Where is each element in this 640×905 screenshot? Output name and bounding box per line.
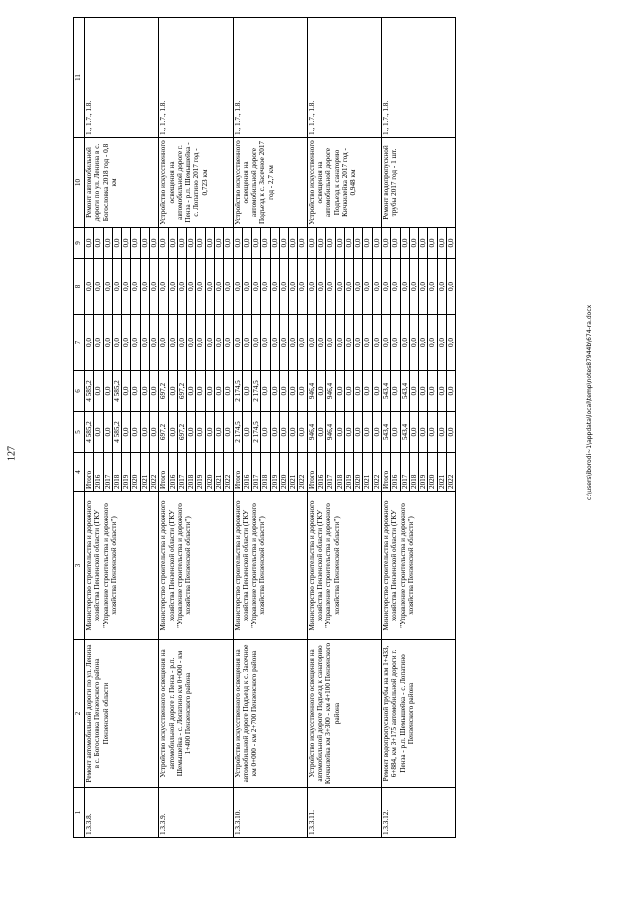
value-cell: 0,0 xyxy=(289,228,298,259)
value-cell: 0,0 xyxy=(279,371,288,412)
table-body xyxy=(85,18,456,838)
value-cell: 0,0 xyxy=(335,315,344,371)
year-cell: 2020 xyxy=(131,453,140,492)
value-cell: 0,0 xyxy=(168,315,177,371)
value-cell: 0,0 xyxy=(409,412,418,453)
value-cell: 0,0 xyxy=(103,371,112,412)
value-cell: 0,0 xyxy=(177,259,186,315)
value-cell: 0,0 xyxy=(372,228,381,259)
program-table xyxy=(73,17,456,838)
year-cell: 2016 xyxy=(94,453,103,492)
value-cell: 0,0 xyxy=(326,259,335,315)
value-cell: 0,0 xyxy=(270,412,279,453)
header-cell: 4 xyxy=(74,453,85,492)
header-row xyxy=(74,18,85,838)
measure-name: Ремонт водопропускной трубы на км 1+433, 6+884, км 3+175 автомобильной дороги г. Пенза - р.п. Шемышейка - с. Лопатино Пензенского района xyxy=(382,640,456,788)
value-cell: 0,0 xyxy=(419,412,428,453)
value-cell: 0,0 xyxy=(122,371,131,412)
value-cell: 0,0 xyxy=(344,371,353,412)
value-cell: 0,0 xyxy=(270,315,279,371)
year-cell: 2016 xyxy=(317,453,326,492)
value-cell: 0,0 xyxy=(122,259,131,315)
value-cell: 0,0 xyxy=(446,412,455,453)
year-cell: 2021 xyxy=(363,453,372,492)
value-cell: 0,0 xyxy=(122,315,131,371)
year-cell: 2019 xyxy=(419,453,428,492)
value-cell: 0,0 xyxy=(196,412,205,453)
header-cell: 1 xyxy=(74,788,85,838)
value-cell: 0,0 xyxy=(140,315,149,371)
value-cell: 0,0 xyxy=(149,315,158,371)
value-cell: 0,0 xyxy=(382,315,391,371)
value-cell: 0,0 xyxy=(140,412,149,453)
value-cell: 0,0 xyxy=(335,412,344,453)
measure-executor: Министерство строительства и дорожного хозяйства Пензенской области (ГКУ "Управление строительства и дорожного хозяйства Пензенской области") xyxy=(159,492,233,640)
value-cell: 0,0 xyxy=(400,315,409,371)
value-cell: 0,0 xyxy=(419,228,428,259)
year-cell: 2017 xyxy=(400,453,409,492)
value-cell: 0,0 xyxy=(382,228,391,259)
measure-name: Ремонт автомобильной дороги по ул. Ленина в с. Богословка Пензенского района Пензенской области xyxy=(85,640,159,788)
value-cell: 0,0 xyxy=(140,228,149,259)
value-cell: 0,0 xyxy=(344,412,353,453)
value-cell: 0,0 xyxy=(205,412,214,453)
value-cell: 0,0 xyxy=(140,259,149,315)
value-cell: 0,0 xyxy=(196,371,205,412)
year-cell: 2019 xyxy=(196,453,205,492)
year-cell: 2019 xyxy=(270,453,279,492)
value-cell: 0,0 xyxy=(85,259,94,315)
year-cell: 2017 xyxy=(326,453,335,492)
rotated-page xyxy=(73,18,586,838)
year-cell: 2018 xyxy=(409,453,418,492)
value-cell: 0,0 xyxy=(307,259,316,315)
value-cell: 0,0 xyxy=(140,371,149,412)
header-cell: 9 xyxy=(74,228,85,259)
value-cell: 0,0 xyxy=(149,412,158,453)
value-cell: 0,0 xyxy=(214,228,223,259)
value-cell: 0,0 xyxy=(177,228,186,259)
value-cell: 0,0 xyxy=(391,412,400,453)
year-cell: 2016 xyxy=(391,453,400,492)
value-cell: 0,0 xyxy=(446,315,455,371)
value-cell: 0,0 xyxy=(279,228,288,259)
value-cell: 0,0 xyxy=(122,412,131,453)
measure-name: Устройство искусственного освещения на автомобильной дороге Подъезд к с. Засечное км 0+000 - км 2+700 Пензенского района xyxy=(233,640,307,788)
value-cell: 0,0 xyxy=(261,228,270,259)
measure-indicators: 1., 1.7., 1.8. xyxy=(159,18,233,138)
year-cell: Итого xyxy=(307,453,316,492)
value-cell: 0,0 xyxy=(103,228,112,259)
value-cell: 0,0 xyxy=(168,259,177,315)
value-cell: 0,0 xyxy=(233,228,242,259)
value-cell: 0,0 xyxy=(344,315,353,371)
value-cell: 0,0 xyxy=(261,259,270,315)
value-cell: 0,0 xyxy=(187,259,196,315)
value-cell: 0,0 xyxy=(103,259,112,315)
value-cell: 0,0 xyxy=(354,315,363,371)
value-cell: 543,4 xyxy=(382,412,391,453)
value-cell: 0,0 xyxy=(112,315,121,371)
value-cell: 0,0 xyxy=(428,228,437,259)
year-cell: 2022 xyxy=(372,453,381,492)
value-cell: 2 174,5 xyxy=(252,371,261,412)
value-cell: 0,0 xyxy=(94,412,103,453)
value-cell: 0,0 xyxy=(131,371,140,412)
value-cell: 0,0 xyxy=(233,259,242,315)
value-cell: 0,0 xyxy=(298,259,307,315)
year-cell: 2022 xyxy=(149,453,158,492)
value-cell: 0,0 xyxy=(391,259,400,315)
measure-code: 1.3.3.12. xyxy=(382,788,456,838)
value-cell: 0,0 xyxy=(317,371,326,412)
value-cell: 2 174,5 xyxy=(233,412,242,453)
value-cell: 0,0 xyxy=(131,412,140,453)
value-cell: 0,0 xyxy=(279,315,288,371)
value-cell: 0,0 xyxy=(363,259,372,315)
year-cell: 2017 xyxy=(252,453,261,492)
year-cell: 2021 xyxy=(140,453,149,492)
year-cell: 2018 xyxy=(112,453,121,492)
year-cell: 2020 xyxy=(428,453,437,492)
year-cell: 2021 xyxy=(289,453,298,492)
value-cell: 0,0 xyxy=(317,412,326,453)
value-cell: 0,0 xyxy=(224,371,233,412)
value-cell: 0,0 xyxy=(354,228,363,259)
measure-name: Устройство искусственного освещения на автомобильной дороге г. Пенза - р.п. Шемышейка - с. Лопатино км 0+000 - км 1+400 Пензенского района xyxy=(159,640,233,788)
measure-code: 1.3.3.8. xyxy=(85,788,159,838)
year-cell: 2021 xyxy=(437,453,446,492)
value-cell: 0,0 xyxy=(289,412,298,453)
value-cell: 0,0 xyxy=(372,371,381,412)
year-cell: 2022 xyxy=(298,453,307,492)
value-cell: 0,0 xyxy=(428,412,437,453)
value-cell: 0,0 xyxy=(94,228,103,259)
year-cell: 2017 xyxy=(103,453,112,492)
value-cell: 0,0 xyxy=(289,371,298,412)
measure-result: Устройство искусственного освещения на автомобильной дороге Подъезд к с. Засечное 2017 год - 2,7 км xyxy=(233,138,307,228)
value-cell: 0,0 xyxy=(177,315,186,371)
value-cell: 0,0 xyxy=(391,371,400,412)
value-cell: 0,0 xyxy=(419,259,428,315)
value-cell: 0,0 xyxy=(112,228,121,259)
value-cell: 0,0 xyxy=(289,315,298,371)
value-cell: 0,0 xyxy=(149,371,158,412)
table-row xyxy=(85,18,94,838)
header-cell: 8 xyxy=(74,259,85,315)
header-cell: 6 xyxy=(74,371,85,412)
value-cell: 697,2 xyxy=(159,412,168,453)
value-cell: 0,0 xyxy=(187,228,196,259)
value-cell: 0,0 xyxy=(149,259,158,315)
year-cell: 2019 xyxy=(344,453,353,492)
measure-indicators: 1., 1.7., 1.8. xyxy=(382,18,456,138)
value-cell: 0,0 xyxy=(317,315,326,371)
value-cell: 0,0 xyxy=(344,259,353,315)
value-cell: 0,0 xyxy=(168,412,177,453)
value-cell: 0,0 xyxy=(85,315,94,371)
value-cell: 0,0 xyxy=(205,371,214,412)
value-cell: 0,0 xyxy=(279,412,288,453)
value-cell: 0,0 xyxy=(363,228,372,259)
value-cell: 0,0 xyxy=(187,412,196,453)
file-path-footer: c:\users\iborodi~1\appdata\local\temp\notes87944b\674-ra.docx xyxy=(586,304,593,500)
table-row xyxy=(233,18,242,838)
value-cell: 0,0 xyxy=(233,315,242,371)
year-cell: 2020 xyxy=(279,453,288,492)
value-cell: 0,0 xyxy=(261,412,270,453)
value-cell: 0,0 xyxy=(252,259,261,315)
value-cell: 0,0 xyxy=(344,228,353,259)
value-cell: 0,0 xyxy=(205,315,214,371)
year-cell: Итого xyxy=(233,453,242,492)
value-cell: 0,0 xyxy=(437,412,446,453)
value-cell: 0,0 xyxy=(326,228,335,259)
year-cell: 2021 xyxy=(214,453,223,492)
value-cell: 4 585,2 xyxy=(85,412,94,453)
year-cell: 2016 xyxy=(168,453,177,492)
value-cell: 0,0 xyxy=(242,228,251,259)
value-cell: 0,0 xyxy=(354,371,363,412)
value-cell: 0,0 xyxy=(214,371,223,412)
measure-code: 1.3.3.11. xyxy=(307,788,381,838)
value-cell: 0,0 xyxy=(94,259,103,315)
value-cell: 0,0 xyxy=(437,371,446,412)
table-row xyxy=(382,18,391,838)
measure-code: 1.3.3.9. xyxy=(159,788,233,838)
value-cell: 0,0 xyxy=(270,371,279,412)
value-cell: 0,0 xyxy=(94,315,103,371)
value-cell: 0,0 xyxy=(335,371,344,412)
year-cell: 2020 xyxy=(354,453,363,492)
value-cell: 0,0 xyxy=(354,259,363,315)
value-cell: 946,4 xyxy=(326,371,335,412)
year-cell: 2018 xyxy=(261,453,270,492)
value-cell: 0,0 xyxy=(252,315,261,371)
value-cell: 0,0 xyxy=(270,228,279,259)
value-cell: 946,4 xyxy=(326,412,335,453)
table-row xyxy=(159,18,168,838)
measure-executor: Министерство строительства и дорожного хозяйства Пензенской области (ГКУ "Управление строительства и дорожного хозяйства Пензенской области") xyxy=(307,492,381,640)
value-cell: 0,0 xyxy=(437,228,446,259)
value-cell: 0,0 xyxy=(437,315,446,371)
measure-executor: Министерство строительства и дорожного хозяйства Пензенской области (ГКУ "Управление строительства и дорожного хозяйства Пензенской области") xyxy=(85,492,159,640)
measure-executor: Министерство строительства и дорожного хозяйства Пензенской области (ГКУ "Управление строительства и дорожного хозяйства Пензенской области") xyxy=(382,492,456,640)
value-cell: 0,0 xyxy=(289,259,298,315)
value-cell: 2 174,5 xyxy=(233,371,242,412)
year-cell: 2016 xyxy=(242,453,251,492)
page-number: 127 xyxy=(6,446,18,461)
value-cell: 0,0 xyxy=(168,228,177,259)
value-cell: 0,0 xyxy=(363,315,372,371)
value-cell: 0,0 xyxy=(159,228,168,259)
measure-indicators: 1., 1.7., 1.8. xyxy=(307,18,381,138)
value-cell: 0,0 xyxy=(409,315,418,371)
value-cell: 0,0 xyxy=(85,228,94,259)
value-cell: 0,0 xyxy=(382,259,391,315)
header-cell: 11 xyxy=(74,18,85,138)
value-cell: 2 174,5 xyxy=(252,412,261,453)
value-cell: 0,0 xyxy=(279,259,288,315)
value-cell: 0,0 xyxy=(437,259,446,315)
header-cell: 7 xyxy=(74,315,85,371)
value-cell: 0,0 xyxy=(242,412,251,453)
value-cell: 0,0 xyxy=(428,259,437,315)
value-cell: 0,0 xyxy=(224,259,233,315)
measure-indicators: 1., 1.7., 1.8. xyxy=(85,18,159,138)
measure-name: Устройство искусственного освещения на автомобильной дороге Подъезд к санаторию Кичкилейка км 3+300 - км 4+100 Пензенского района xyxy=(307,640,381,788)
year-cell: 2020 xyxy=(205,453,214,492)
value-cell: 0,0 xyxy=(224,228,233,259)
value-cell: 543,4 xyxy=(400,412,409,453)
value-cell: 543,4 xyxy=(400,371,409,412)
value-cell: 0,0 xyxy=(391,315,400,371)
value-cell: 0,0 xyxy=(168,371,177,412)
value-cell: 0,0 xyxy=(224,412,233,453)
value-cell: 0,0 xyxy=(242,259,251,315)
measure-result: Устройство искусственного освещения на автомобильной дороге Подъезд к санаторию Кичкилейка 2017 год - 0,948 км xyxy=(307,138,381,228)
value-cell: 0,0 xyxy=(419,371,428,412)
header-cell: 2 xyxy=(74,640,85,788)
value-cell: 0,0 xyxy=(270,259,279,315)
value-cell: 0,0 xyxy=(307,228,316,259)
value-cell: 0,0 xyxy=(446,228,455,259)
value-cell: 0,0 xyxy=(242,315,251,371)
value-cell: 0,0 xyxy=(298,228,307,259)
value-cell: 0,0 xyxy=(428,315,437,371)
value-cell: 0,0 xyxy=(363,371,372,412)
value-cell: 0,0 xyxy=(409,228,418,259)
value-cell: 4 585,2 xyxy=(85,371,94,412)
value-cell: 0,0 xyxy=(187,315,196,371)
value-cell: 0,0 xyxy=(335,259,344,315)
value-cell: 0,0 xyxy=(446,371,455,412)
value-cell: 0,0 xyxy=(112,259,121,315)
year-cell: Итого xyxy=(85,453,94,492)
year-cell: 2022 xyxy=(446,453,455,492)
value-cell: 0,0 xyxy=(335,228,344,259)
value-cell: 697,2 xyxy=(177,412,186,453)
value-cell: 697,2 xyxy=(177,371,186,412)
value-cell: 0,0 xyxy=(354,412,363,453)
year-cell: 2018 xyxy=(187,453,196,492)
value-cell: 0,0 xyxy=(317,259,326,315)
year-cell: 2019 xyxy=(122,453,131,492)
value-cell: 0,0 xyxy=(317,228,326,259)
value-cell: 0,0 xyxy=(196,228,205,259)
value-cell: 0,0 xyxy=(372,412,381,453)
value-cell: 0,0 xyxy=(446,259,455,315)
value-cell: 0,0 xyxy=(400,228,409,259)
value-cell: 0,0 xyxy=(298,371,307,412)
value-cell: 946,4 xyxy=(307,371,316,412)
value-cell: 0,0 xyxy=(103,315,112,371)
value-cell: 0,0 xyxy=(298,315,307,371)
value-cell: 0,0 xyxy=(372,259,381,315)
year-cell: Итого xyxy=(159,453,168,492)
header-cell: 3 xyxy=(74,492,85,640)
measure-result: Ремонт водопропускной трубы 2017 год - 1 шт. xyxy=(382,138,456,228)
value-cell: 4 585,2 xyxy=(112,371,121,412)
value-cell: 0,0 xyxy=(131,315,140,371)
value-cell: 0,0 xyxy=(159,259,168,315)
value-cell: 0,0 xyxy=(242,371,251,412)
year-cell: Итого xyxy=(382,453,391,492)
value-cell: 0,0 xyxy=(400,259,409,315)
value-cell: 0,0 xyxy=(224,315,233,371)
measure-result: Ремонт автомобильной дороги по ул. Ленина в с. Богословка 2018 год - 0,8 км xyxy=(85,138,159,228)
value-cell: 0,0 xyxy=(372,315,381,371)
value-cell: 0,0 xyxy=(214,412,223,453)
value-cell: 0,0 xyxy=(363,412,372,453)
value-cell: 0,0 xyxy=(261,315,270,371)
year-cell: 2022 xyxy=(224,453,233,492)
value-cell: 0,0 xyxy=(122,228,131,259)
table-row xyxy=(307,18,316,838)
value-cell: 0,0 xyxy=(326,315,335,371)
year-cell: 2017 xyxy=(177,453,186,492)
value-cell: 0,0 xyxy=(214,259,223,315)
measure-code: 1.3.3.10. xyxy=(233,788,307,838)
value-cell: 4 585,2 xyxy=(112,412,121,453)
measure-executor: Министерство строительства и дорожного хозяйства Пензенской области (ГКУ "Управление строительства и дорожного хозяйства Пензенской области") xyxy=(233,492,307,640)
value-cell: 0,0 xyxy=(131,259,140,315)
value-cell: 946,4 xyxy=(307,412,316,453)
value-cell: 0,0 xyxy=(391,228,400,259)
value-cell: 0,0 xyxy=(252,228,261,259)
value-cell: 0,0 xyxy=(103,412,112,453)
value-cell: 0,0 xyxy=(187,371,196,412)
value-cell: 0,0 xyxy=(307,315,316,371)
value-cell: 0,0 xyxy=(298,412,307,453)
value-cell: 697,2 xyxy=(159,371,168,412)
value-cell: 0,0 xyxy=(428,371,437,412)
value-cell: 0,0 xyxy=(419,315,428,371)
value-cell: 0,0 xyxy=(94,371,103,412)
value-cell: 0,0 xyxy=(131,228,140,259)
value-cell: 0,0 xyxy=(409,259,418,315)
value-cell: 543,4 xyxy=(382,371,391,412)
measure-indicators: 1., 1.7., 1.8. xyxy=(233,18,307,138)
value-cell: 0,0 xyxy=(205,228,214,259)
year-cell: 2018 xyxy=(335,453,344,492)
value-cell: 0,0 xyxy=(196,315,205,371)
header-cell: 10 xyxy=(74,138,85,228)
value-cell: 0,0 xyxy=(261,371,270,412)
value-cell: 0,0 xyxy=(409,371,418,412)
header-cell: 5 xyxy=(74,412,85,453)
value-cell: 0,0 xyxy=(196,259,205,315)
value-cell: 0,0 xyxy=(149,228,158,259)
value-cell: 0,0 xyxy=(205,259,214,315)
measure-result: Устройство искусственного освещения на автомобильной дороге г. Пенза - р.п. Шемышейка - с. Лопатино 2017 год - 0,723 км xyxy=(159,138,233,228)
value-cell: 0,0 xyxy=(159,315,168,371)
value-cell: 0,0 xyxy=(214,315,223,371)
